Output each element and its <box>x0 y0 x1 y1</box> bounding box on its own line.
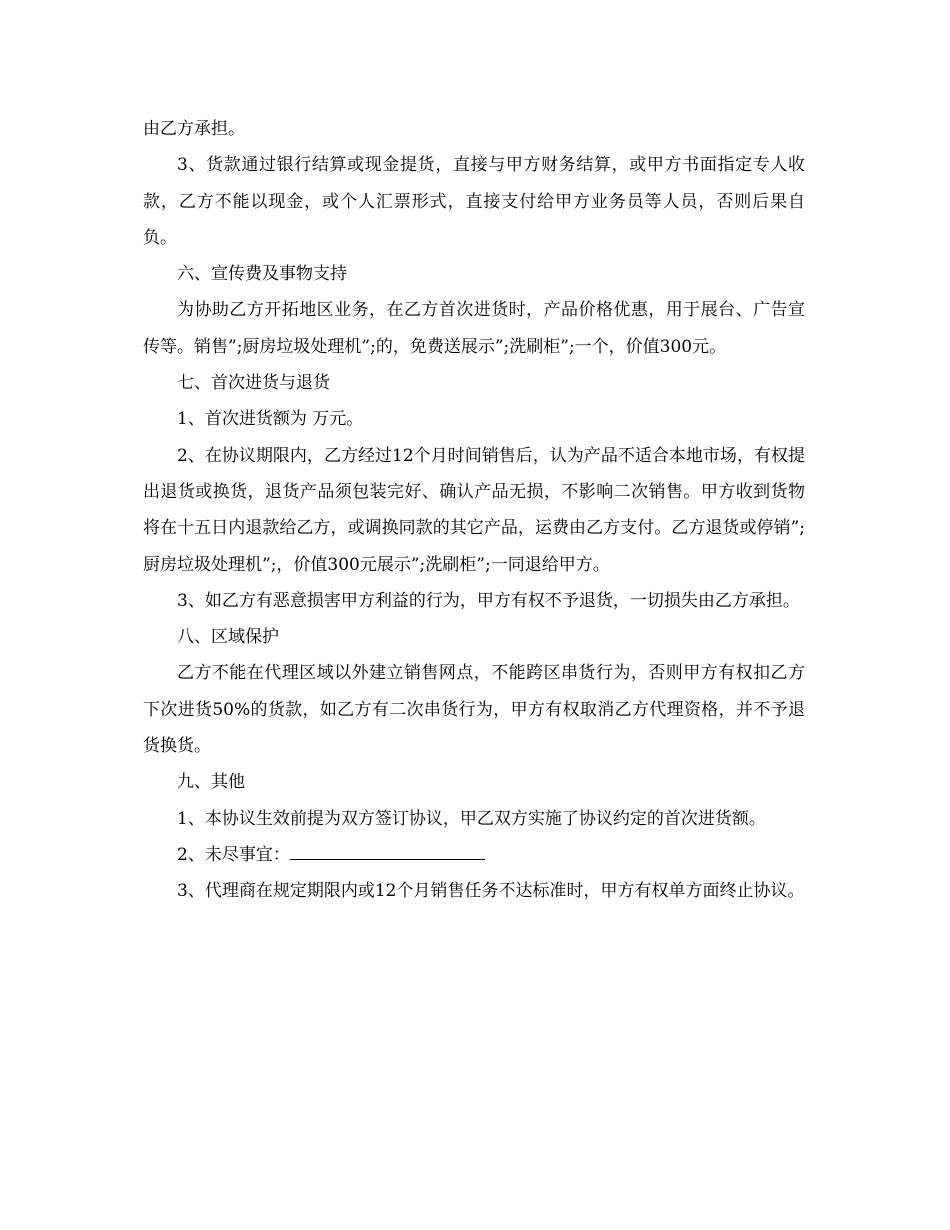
paragraph-region-protection: 乙方不能在代理区域以外建立销售网点，不能跨区串货行为，否则甲方有权扣乙方下次进货50%的货款，如乙方有二次串货行为，甲方有权取消乙方代理资格，并不予退货换货。 <box>143 663 805 757</box>
paragraph-cost-borne: 由乙方承担。 <box>143 119 245 139</box>
paragraph-malicious-damage: 3、如乙方有恶意损害甲方利益的行为，甲方有权不予退货，一切损失由乙方承担。 <box>177 590 800 611</box>
section-heading-publicity: 六、宣传费及事物支持 <box>177 264 347 285</box>
document-page <box>143 111 805 910</box>
paragraph-returns: 2、在协议期限内，乙方经过12个月时间销售后，认为产品不适合本地市场，有权提出退货或换货，退货产品须包装完好、确认产品无损，不影响二次销售。甲方收到货物将在十五日内退款给乙方，或调换同款的其它产品，运费由乙方支付。乙方退货或停销”;厨房垃圾处理机”;，价值300元展示”;洗刷柜”;一同退给甲方。 <box>143 445 805 575</box>
section-heading-other: 九、其他 <box>177 772 245 793</box>
section-heading-region-protection: 八、区域保护 <box>177 627 279 648</box>
paragraph-publicity-support: 为协助乙方开拓地区业务，在乙方首次进货时，产品价格优惠，用于展台、广告宣传等。销售”;厨房垃圾处理机”;的，免费送展示”;洗刷柜”;一个，价值300元。 <box>143 300 805 357</box>
paragraph-payment-settlement: 3、货款通过银行结算或现金提货，直接与甲方财务结算，或甲方书面指定专人收款，乙方不能以现金，或个人汇票形式，直接支付给甲方业务员等人员，否则后果自负。 <box>143 155 805 248</box>
paragraph-first-order-amount: 1、首次进货额为 万元。 <box>177 409 364 430</box>
fill-in-blank-line <box>290 841 485 860</box>
section-heading-first-order: 七、首次进货与退货 <box>177 373 330 394</box>
paragraph-other-matters <box>143 837 805 873</box>
other-matters-label: 2、未尽事宜： <box>177 844 290 865</box>
paragraph-termination: 3、代理商在规定期限内或12个月销售任务不达标准时，甲方有权单方面终止协议。 <box>177 881 805 902</box>
paragraph-effective-condition: 1、本协议生效前提为双方签订协议，甲乙双方实施了协议约定的首次进货额。 <box>177 808 766 829</box>
